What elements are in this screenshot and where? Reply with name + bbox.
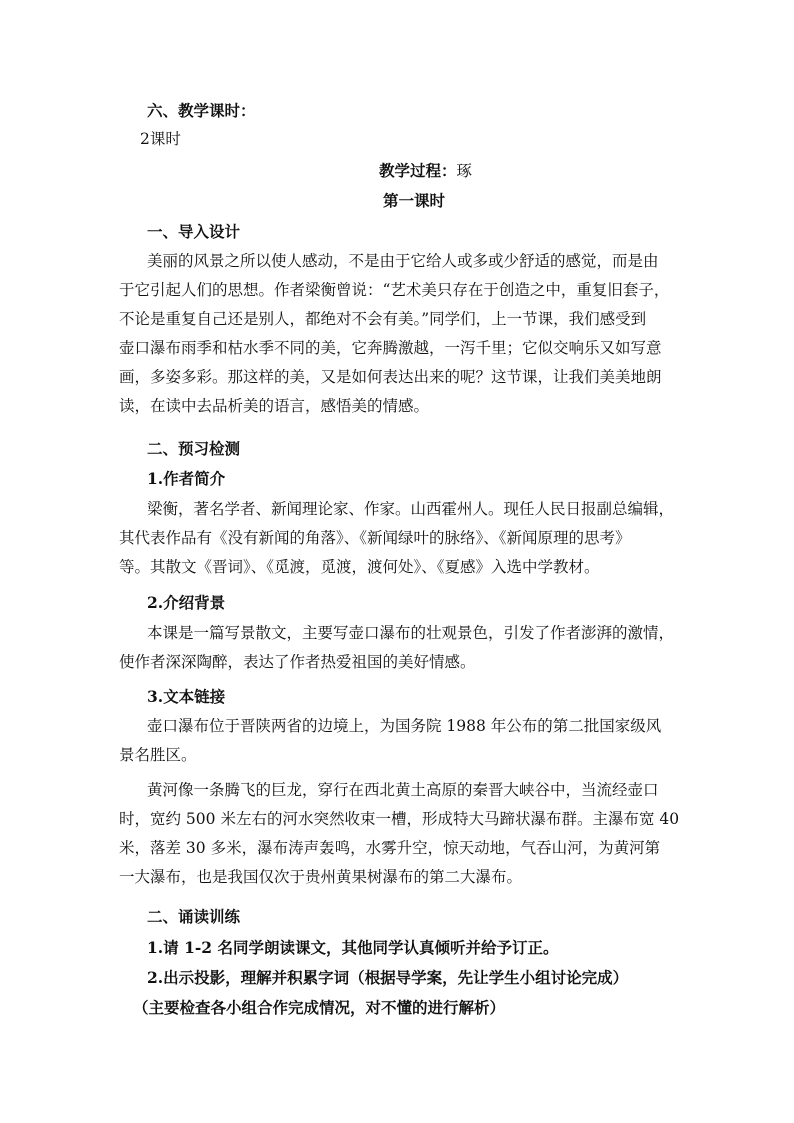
link-line: 黄河像一条腾飞的巨龙，穿行在西北黄土高原的秦晋大峡谷中，当流经壶口 [147, 781, 659, 799]
intro-line: 壶口瀑布雨季和枯水季不同的美，它奔腾激越，一泻千里；它似交响乐又如写意 [119, 339, 662, 357]
section6-heading: 六、教学课时： [147, 101, 256, 120]
intro-heading-text: 一、导入设计 [147, 222, 241, 241]
section6-value: 2课时 [140, 130, 181, 148]
lesson-title: 第一课时 [383, 191, 446, 210]
link-line: 景名胜区。 [119, 746, 197, 764]
link-line: 一大瀑布，也是我国仅次于贵州黄果树瀑布的第二大瀑布。 [119, 868, 523, 886]
process-title-suffix: 琢 [456, 162, 473, 180]
author-paragraph [119, 495, 674, 582]
process-title-row [379, 156, 472, 186]
author-line: 其代表作品有《没有新闻的角落》、《新闻绿叶的脉络》、《新闻原理的思考》 [119, 529, 631, 547]
intro-line: 于它引起人们的思想。作者梁衡曾说：“艺术美只存在于创造之中，重复旧套子， [119, 281, 670, 299]
link-line: 时，宽约 500 米左右的河水突然收束一槽，形成特大马蹄状瀑布群。主瀑布宽 40 [119, 810, 680, 828]
author-heading: 1.作者简介 [147, 469, 226, 488]
preview-heading: 二、预习检测 [147, 439, 241, 458]
link-paragraph-2 [119, 776, 679, 892]
intro-line: 画，多姿多彩。那这样的美，又是如何表达出来的呢？这节课，让我们美美地朗 [119, 368, 662, 386]
background-paragraph [119, 619, 674, 677]
link-paragraph-1 [119, 712, 661, 770]
background-line: 使作者深深陶醉，表达了作者热爱祖国的美好情感。 [119, 653, 476, 671]
intro-line: 不论是重复自己还是别人，都绝对不会有美。”同学们，上一节课，我们感受到 [119, 310, 647, 328]
intro-paragraph [119, 247, 669, 421]
intro-line: 美丽的风景之所以使人感动，不是由于它给人或多或少舒适的感觉，而是由 [147, 252, 659, 270]
background-heading: 2.介绍背景 [147, 593, 226, 612]
background-line: 本课是一篇写景散文，主要写壶口瀑布的壮观景色，引发了作者澎湃的激情， [147, 624, 675, 642]
reading-note: （主要检查各小组合作完成情况，对不懂的进行解析） [133, 998, 506, 1017]
reading-item-2: 2.出示投影，理解并积累字词（根据导学案，先让学生小组讨论完成） [147, 968, 629, 987]
reading-item-1: 1.请 1-2 名同学朗读课文，其他同学认真倾听并给予订正。 [147, 938, 559, 957]
intro-line: 读，在读中去品析美的语言，感悟美的情感。 [119, 397, 430, 415]
author-line: 等。其散文《晋词》、《觅渡，觅渡，渡何处》、《夏感》入选中学教材。 [119, 558, 600, 576]
process-title: 教学过程： [379, 161, 457, 180]
reading-heading: 二、诵读训练 [147, 907, 241, 926]
link-line: 壶口瀑布位于晋陕两省的边境上，为国务院 1988 年公布的第二批国家级风 [147, 717, 662, 735]
author-line: 梁衡，著名学者、新闻理论家、作家。山西霍州人。现任人民日报副总编辑， [147, 500, 675, 518]
link-heading: 3.文本链接 [147, 687, 226, 706]
link-line: 米，落差 30 多米，瀑布涛声轰鸣，水雾升空，惊天动地，气吞山河，为黄河第 [119, 839, 661, 857]
